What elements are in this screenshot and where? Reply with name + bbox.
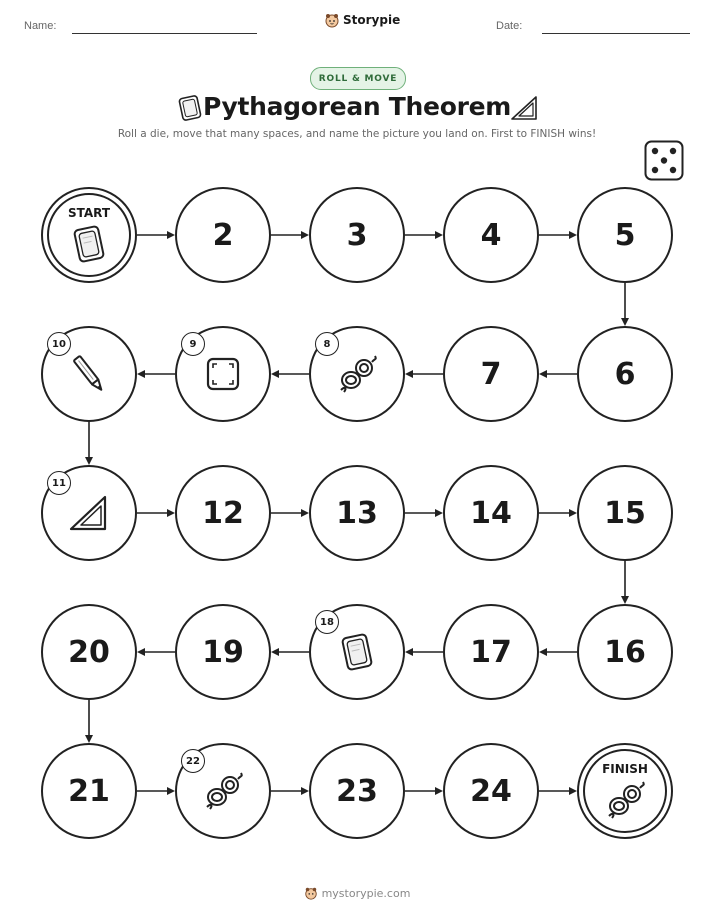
space-number: 15 xyxy=(604,495,646,531)
board-space[interactable] xyxy=(175,326,271,422)
board-space[interactable] xyxy=(577,326,673,422)
path-arrow xyxy=(137,231,175,239)
path-arrow xyxy=(539,509,577,517)
path-arrow xyxy=(539,370,577,378)
space-number: 17 xyxy=(470,634,512,670)
space-number-badge: 8 xyxy=(315,332,339,356)
path-arrow xyxy=(85,700,93,743)
path-arrow xyxy=(539,231,577,239)
date-label: Date: xyxy=(496,20,523,32)
path-arrow xyxy=(137,370,175,378)
board-space[interactable] xyxy=(175,465,271,561)
space-number-badge: 9 xyxy=(181,332,205,356)
board-space[interactable] xyxy=(577,465,673,561)
path-arrow xyxy=(621,561,629,604)
set-square-icon xyxy=(65,489,113,537)
storypie-mascot-icon xyxy=(304,886,318,900)
space-number-badge: 10 xyxy=(47,332,71,356)
board-space[interactable] xyxy=(175,604,271,700)
board-space[interactable] xyxy=(443,743,539,839)
path-arrow xyxy=(137,509,175,517)
board-space[interactable] xyxy=(443,465,539,561)
path-arrow xyxy=(405,231,443,239)
path-arrow xyxy=(621,283,629,326)
finish-space[interactable] xyxy=(577,743,673,839)
space-number: 12 xyxy=(202,495,244,531)
space-number: 23 xyxy=(336,773,378,809)
rope-icon xyxy=(601,776,649,824)
rope-icon xyxy=(333,350,381,398)
footer xyxy=(0,886,714,900)
path-arrow xyxy=(271,648,309,656)
start-space[interactable] xyxy=(41,187,137,283)
space-number: 20 xyxy=(68,634,110,670)
brand-name: Storypie xyxy=(343,13,401,27)
path-arrow xyxy=(405,787,443,795)
space-number-badge: 22 xyxy=(181,749,205,773)
rope-icon xyxy=(199,767,247,815)
board-space[interactable] xyxy=(577,187,673,283)
space-number: 5 xyxy=(614,217,636,253)
space-number-badge: 11 xyxy=(47,471,71,495)
board-space[interactable] xyxy=(443,604,539,700)
square-icon xyxy=(199,350,247,398)
die-icon[interactable] xyxy=(644,140,684,182)
footer-site: mystorypie.com xyxy=(321,886,411,900)
board-space[interactable] xyxy=(309,465,405,561)
path-arrow xyxy=(271,370,309,378)
instructions: Roll a die, move that many spaces, and name the picture you land on. First to FINISH wins! xyxy=(117,128,597,140)
pencil-icon xyxy=(65,350,113,398)
space-number-badge: 18 xyxy=(315,610,339,634)
roll-and-move-badge: ROLL & MOVE xyxy=(310,67,406,90)
board-space[interactable] xyxy=(41,743,137,839)
path-arrow xyxy=(271,509,309,517)
space-number: 6 xyxy=(614,356,636,392)
path-arrow xyxy=(539,648,577,656)
space-number: 14 xyxy=(470,495,512,531)
path-arrow xyxy=(271,787,309,795)
space-number: 2 xyxy=(212,217,234,253)
path-arrow xyxy=(137,648,175,656)
space-label: FINISH xyxy=(602,762,648,776)
space-number: 24 xyxy=(470,773,512,809)
set-square-icon xyxy=(508,92,540,124)
path-arrow xyxy=(539,787,577,795)
board-space[interactable] xyxy=(175,187,271,283)
space-number: 7 xyxy=(480,356,502,392)
board-space[interactable] xyxy=(577,604,673,700)
board-space[interactable] xyxy=(309,743,405,839)
board-space[interactable] xyxy=(309,326,405,422)
board-space[interactable] xyxy=(41,465,137,561)
path-arrow xyxy=(405,370,443,378)
name-label: Name: xyxy=(24,20,57,32)
board-space[interactable] xyxy=(41,604,137,700)
board-space[interactable] xyxy=(309,604,405,700)
eraser-icon xyxy=(65,220,113,268)
space-number: 13 xyxy=(336,495,378,531)
path-arrow xyxy=(405,648,443,656)
eraser-icon xyxy=(333,628,381,676)
path-arrow xyxy=(405,509,443,517)
storypie-mascot-icon xyxy=(324,12,340,28)
space-label: START xyxy=(67,206,111,220)
brand-logo xyxy=(324,12,400,28)
space-number: 4 xyxy=(480,217,502,253)
space-number: 19 xyxy=(202,634,244,670)
board-space[interactable] xyxy=(41,326,137,422)
name-line[interactable] xyxy=(72,33,257,34)
board-space[interactable] xyxy=(309,187,405,283)
board-space[interactable] xyxy=(443,326,539,422)
page-title: Pythagorean Theorem xyxy=(202,92,512,121)
board-space[interactable] xyxy=(175,743,271,839)
path-arrow xyxy=(137,787,175,795)
path-arrow xyxy=(85,422,93,465)
space-number: 21 xyxy=(68,773,110,809)
date-line[interactable] xyxy=(542,33,690,34)
board-space[interactable] xyxy=(443,187,539,283)
space-number: 3 xyxy=(346,217,368,253)
path-arrow xyxy=(271,231,309,239)
space-number: 16 xyxy=(604,634,646,670)
